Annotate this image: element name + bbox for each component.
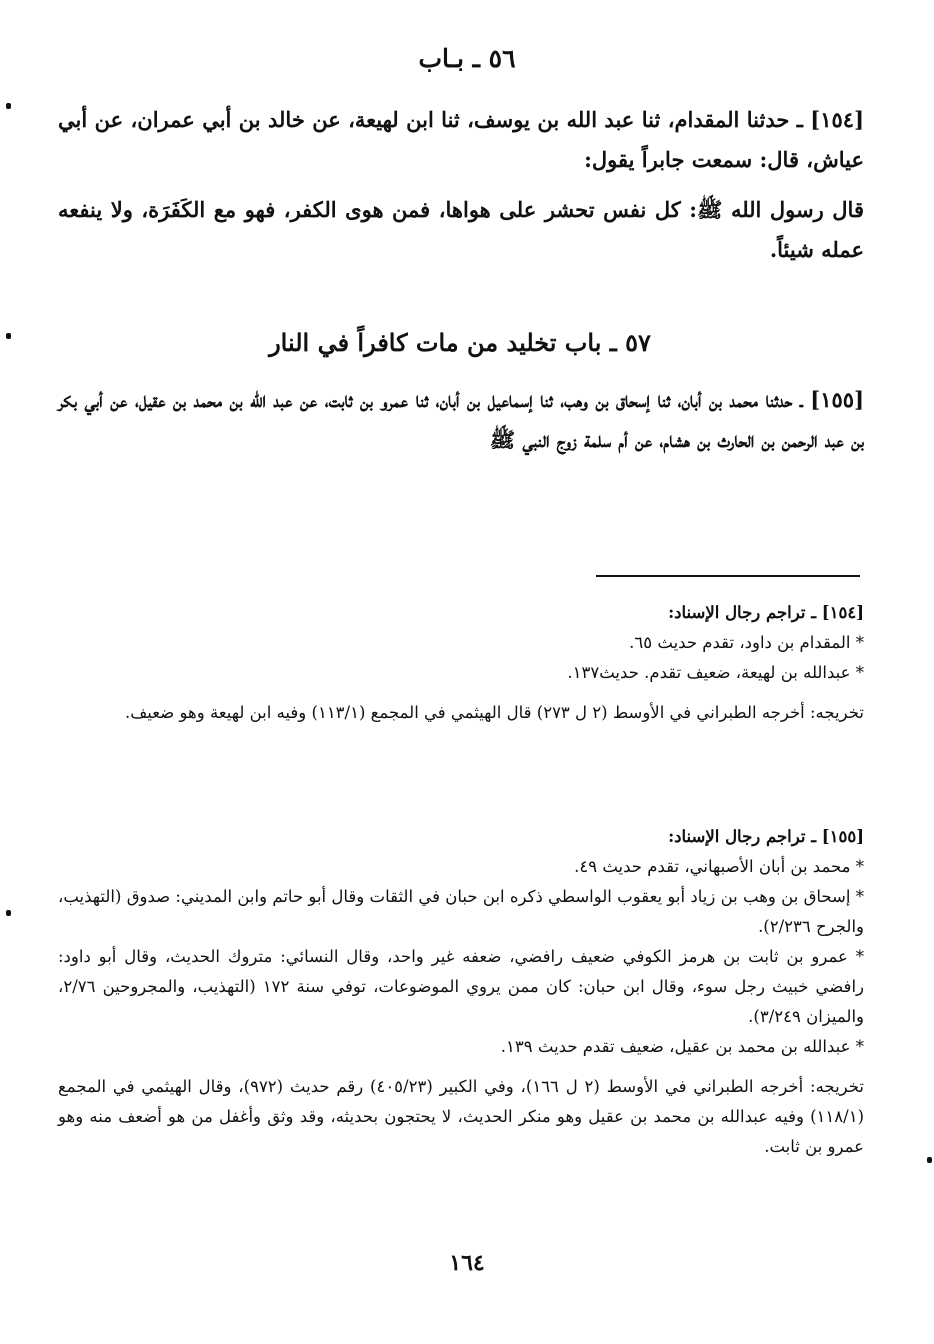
- margin-mark: [6, 333, 11, 339]
- notes-154: [58, 598, 864, 728]
- notes-155-bullet: * إسحاق بن وهب بن زياد أبو يعقوب الواسطي ذكره ابن حبان في الثقات وقال أبو حاتم وابن المديني: صدوق (التهذيب، والجرح ٢/٢٣٦).: [58, 887, 864, 936]
- notes-155-takhrij: تخريجه: أخرجه الطبراني في الأوسط (٢ ل ١٦٦)، وفي الكبير (٤٠٥/٢٣) رقم حديث (٩٧٢)، وقال الهيثمي في المجمع (١١٨/١) وفيه عبدالله بن محمد بن عقيل وهو منكر الحديث، لا يحتجون بحديثه، وقد وثق وأغفل من هو أضعف منه وهو عمرو بن ثابت.: [58, 1077, 865, 1156]
- notes-155-bullet: * عبدالله بن محمد بن عقيل، ضعيف تقدم حديث ١٣٩.: [500, 1037, 864, 1056]
- notes-155-bullet: * محمد بن أبان الأصبهاني، تقدم حديث ٤٩.: [574, 857, 864, 876]
- margin-mark: [927, 1157, 932, 1163]
- notes-155-bullet: * عمرو بن ثابت بن هرمز الكوفي ضعيف رافضي، ضعفه غير واحد، وقال النسائي: متروك الحديث، وقال أبو داود: رافضي خبيث رجل سوء، وقال ابن حبان: كان ممن يروي الموضوعات، توفي سنة ١٧٢ (التهذيب، والمجروحين ٢/٧٦، والميزان ٣/٢٤٩).: [58, 947, 864, 1026]
- notes-154-takhrij: تخريجه: أخرجه الطبراني في الأوسط (٢ ل ٢٧٣) قال الهيثمي في المجمع (١١٣/١) وفيه ابن لهيعة وهو ضعيف.: [124, 703, 864, 722]
- margin-mark: [6, 103, 11, 109]
- chapter-title: ٥٦ ـ بـاب: [418, 44, 516, 73]
- hadith-154: [58, 100, 864, 270]
- notes-154-heading: [١٥٤] ـ تراجم رجال الإسناد:: [668, 603, 864, 622]
- hadith-154-matn: قال رسول الله ﷺ: كل نفس تحشر على هواها، فمن هوى الكفر، فهو مع الكَفَرَة، ولا ينفعه عمله شيئاً.: [58, 197, 864, 262]
- hadith-154-isnad: [١٥٤] ـ حدثنا المقدام، ثنا عبد الله بن يوسف، ثنا ابن لهيعة، عن خالد بن أبي عمران، عن أبي عياش، قال: سمعت جابراً يقول:: [58, 107, 864, 172]
- page-number: ١٦٤: [449, 1250, 485, 1276]
- footnote-divider: [596, 575, 860, 577]
- hadith-155: [58, 380, 864, 460]
- notes-155-heading: [١٥٥] ـ تراجم رجال الإسناد:: [668, 827, 864, 846]
- notes-154-bullet: * عبدالله بن لهيعة، ضعيف تقدم. حديث١٣٧.: [567, 663, 864, 682]
- margin-mark: [6, 910, 11, 916]
- notes-155: [58, 822, 864, 1162]
- section-title: ٥٧ ـ باب تخليد من مات كافراً في النار: [269, 328, 651, 357]
- hadith-155-isnad: [١٥٥] ـ حدثنا محمد بن أبان، ثنا إسحاق بن وهب، ثنا إسماعيل بن أبان، ثنا عمرو بن ثابت، عن عبد الله بن محمد بن عقيل، عن أبي بكر بن عبد الرحمن بن الحارث بن هشام، عن أم سلمة زوج النبي ﷺ: [58, 387, 864, 452]
- notes-154-bullet: * المقدام بن داود، تقدم حديث ٦٥.: [629, 633, 864, 652]
